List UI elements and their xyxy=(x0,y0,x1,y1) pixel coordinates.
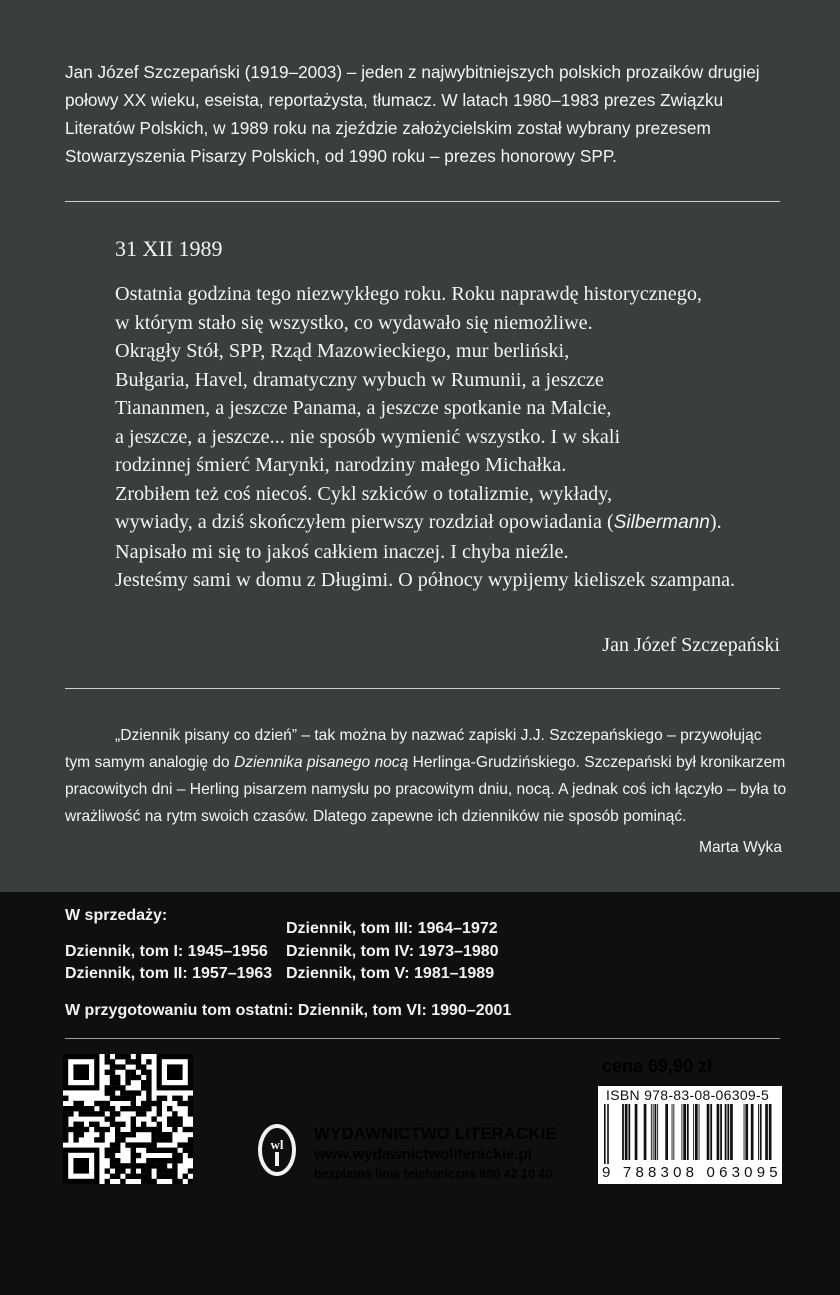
excerpt-title-italic: Silbermann xyxy=(613,512,710,533)
publisher-logo-letters: wl xyxy=(270,1137,284,1152)
review-part: Herlinga-Grudzińskiego. Szczepański był kronikarzem pracowitych dni – Herling pisarzem namysłu po pracowitym dniu, nocą. A jednak coś ich łączyło – była to wrażliwość na rytm swoich czasów. Dlatego zapewne ich dzienników nie sposób pominąć. xyxy=(65,754,787,825)
reviewer-name: Marta Wyka xyxy=(698,839,782,856)
excerpt-line: Zrobiłem też coś niecoś. Cykl szkiców o totalizmie, wykłady, xyxy=(115,482,613,505)
review-italic-title: Dziennika pisanego nocą xyxy=(234,754,409,771)
publisher-phone: bezpłatna linia telefoniczna 800 42 10 40 xyxy=(314,1167,553,1181)
qr-code-graphic xyxy=(63,1054,193,1184)
review-text xyxy=(65,722,787,830)
excerpt-line: Tiananmen, a jeszcze Panama, a jeszcze spotkanie na Malcie, xyxy=(115,397,612,419)
series-volume: Dziennik, tom IV: 1973–1980 xyxy=(286,943,499,960)
excerpt-line: Okrągły Stół, SPP, Rząd Mazowieckiego, mur berliński, xyxy=(115,340,570,362)
excerpt-date: 31 XII 1989 xyxy=(115,236,223,261)
barcode-bars xyxy=(602,1104,778,1164)
divider-bottom xyxy=(65,1038,780,1039)
qr-code xyxy=(63,1054,193,1184)
excerpt-line-part: wywiady, a dziś skończyłem pierwszy rozdział opowiadania ( xyxy=(115,511,614,533)
series-upcoming: W przygotowaniu tom ostatni: Dziennik, tom VI: 1990–2001 xyxy=(65,1002,512,1019)
divider-middle xyxy=(65,688,780,689)
excerpt-line: rodzinnej śmierć Marynki, narodziny małego Michałka. xyxy=(115,454,567,476)
excerpt-line: Napisało mi się to jakoś całkiem inaczej. I chyba nieźle. xyxy=(115,540,569,563)
excerpt-line: a jeszcze, a jeszcze... nie sposób wymienić wszystko. I w skali xyxy=(115,425,621,448)
excerpt-line: Ostatnia godzina tego niezwykłego roku. Roku naprawdę historycznego, xyxy=(115,283,702,305)
publisher-logo-icon xyxy=(256,1122,298,1178)
author-bio: Jan Józef Szczepański (1919–2003) – jeden z najwybitniejszych polskich prozaików drugiej połowy XX wieku, eseista, reportażysta, tłumacz. W latach 1980–1983 prezes Związku Literatów Polskich, w 1989 roku na zjeździe założycielskim został wybrany prezesem Stowarzyszenia Pisarzy Polskich, od 1990 roku – prezes honorowy SPP. xyxy=(65,62,760,166)
excerpt-line-part: ). xyxy=(709,511,722,533)
divider-top xyxy=(65,201,780,202)
isbn-barcode xyxy=(598,1086,782,1184)
excerpt-line xyxy=(115,508,795,538)
series-volume: Dziennik, tom III: 1964–1972 xyxy=(286,920,498,937)
publisher-url: www.wydawnictwoliterackie.pl xyxy=(314,1146,532,1163)
excerpt-signature: Jan Józef Szczepański xyxy=(602,634,780,656)
series-heading: W sprzedaży: xyxy=(65,907,168,924)
excerpt-text xyxy=(115,280,795,595)
publisher-name: WYDAWNICTWO LITERACKIE xyxy=(314,1124,557,1143)
series-volume: Dziennik, tom V: 1981–1989 xyxy=(286,965,495,982)
series-volume: Dziennik, tom I: 1945–1956 xyxy=(65,943,268,960)
isbn-number: ISBN 978-83-08-06309-5 xyxy=(606,1087,770,1103)
excerpt-line: Jesteśmy sami w domu z Długimi. O północy wypijemy kieliszek szampana. xyxy=(115,569,736,591)
excerpt-line: w którym stało się wszystko, co wydawało się niemożliwe. xyxy=(115,311,593,334)
ean-digits: 9 788308 063095 xyxy=(602,1164,782,1181)
series-volume: Dziennik, tom II: 1957–1963 xyxy=(65,965,273,982)
price-label: cena 69,90 zł xyxy=(602,1056,713,1076)
review-part: „Dziennik pisany co dzień” – tak można by nazwać zapiski J.J. Szczepańskiego – przywołując tym samym analogię do xyxy=(65,727,762,771)
excerpt-line: Bułgaria, Havel, dramatyczny wybuch w Rumunii, a jeszcze xyxy=(115,368,604,391)
